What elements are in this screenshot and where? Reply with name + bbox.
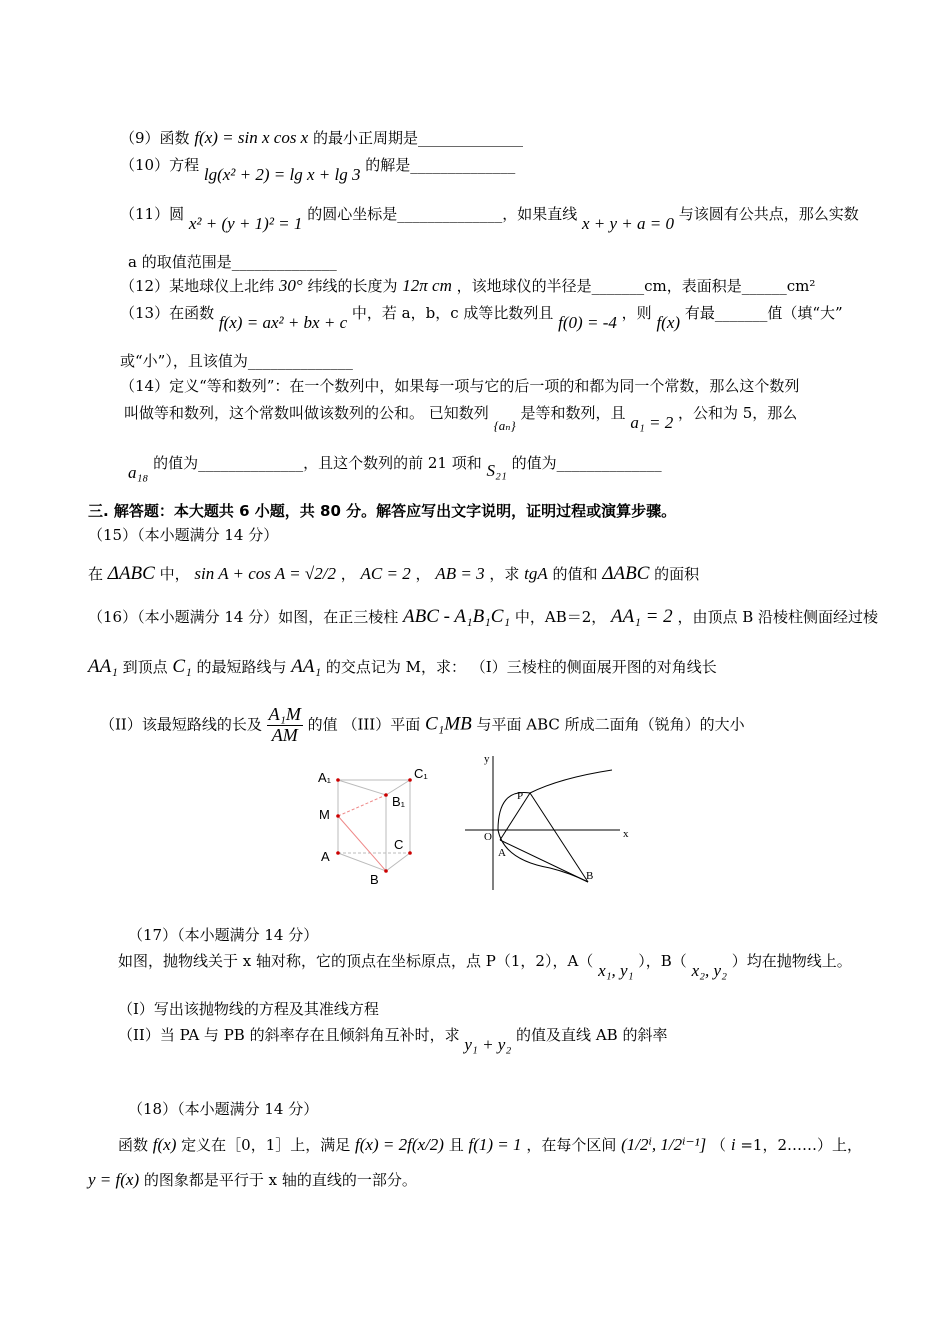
q11-circle-eq: x² + (y + 1)² = 1 bbox=[188, 214, 303, 233]
q13-func: f(x) = ax² + bx + c bbox=[218, 313, 348, 332]
q17-line1 bbox=[118, 951, 852, 980]
vertex-m bbox=[336, 814, 340, 818]
q17-head: （17）（本小题满分 14 分） bbox=[128, 926, 319, 944]
section-3-heading: 三. 解答题：本大题共 6 小题，共 80 分。解答应写出文字说明，证明过程或演算步骤。 bbox=[88, 502, 677, 520]
q11-line-eq: x + y + a = 0 bbox=[581, 214, 674, 233]
q13-text-mid2: ，则 bbox=[621, 304, 652, 322]
q16-fraction bbox=[267, 705, 303, 746]
q18-t6: =1，2……）上， bbox=[740, 1136, 863, 1154]
label-b: B bbox=[586, 870, 594, 882]
q18-functional-eq: f(x) = 2f(x/2) bbox=[355, 1135, 444, 1154]
q15-tga: tgA bbox=[524, 564, 548, 583]
q14-a18: a₁₈ bbox=[128, 463, 149, 482]
q18-head: （18）（本小题满分 14 分） bbox=[128, 1100, 319, 1118]
q15-ac: AC = 2 bbox=[360, 564, 411, 583]
q14-s21: S₂₁ bbox=[486, 461, 507, 480]
q18-t3: 且 bbox=[448, 1136, 464, 1154]
parabola-upper bbox=[498, 770, 612, 830]
q16-t5: 的交点记为 M，求： （I）三棱柱的侧面展开图的对角线长 bbox=[325, 658, 717, 676]
label-x: x bbox=[623, 828, 629, 840]
vertex-a bbox=[336, 851, 340, 855]
q14-line3 bbox=[128, 453, 662, 482]
q16-t7: 的值 （III）平面 bbox=[307, 715, 421, 734]
q16-aa1-b: AA₁ bbox=[88, 656, 118, 677]
q18-graph: y = f(x) bbox=[88, 1170, 140, 1189]
q9-text: （9）函数 bbox=[120, 129, 190, 147]
line-pa bbox=[500, 793, 530, 840]
q16-aa1: AA₁ = 2 bbox=[611, 606, 673, 627]
q10-math: lg(x² + 2) = lg x + lg 3 bbox=[203, 165, 361, 184]
vertex-c1 bbox=[408, 778, 412, 782]
q18-f1: f(1) = 1 bbox=[468, 1135, 522, 1154]
q16-plane: C₁MB bbox=[425, 713, 472, 735]
path-mb1 bbox=[338, 795, 386, 816]
q16-t8: 与平面 ABC 所成二面角（锐角）的大小 bbox=[476, 715, 745, 734]
q13-fx: f(x) bbox=[656, 313, 681, 332]
label-b1: B₁ bbox=[392, 794, 406, 809]
q18-line1 bbox=[118, 1135, 862, 1155]
edge-a1b1 bbox=[338, 780, 386, 795]
label-o: O bbox=[484, 831, 492, 843]
q18-t4: ，在每个区间 bbox=[526, 1136, 617, 1154]
q17-line2: （I）写出该抛物线的方程及其准线方程 bbox=[118, 1000, 379, 1018]
q16-t1: 中，AB＝2， bbox=[514, 608, 607, 626]
q14-text-d: 的值为______________，且这个数列的前 21 项和 bbox=[153, 454, 482, 472]
q11-text-post: 与该圆有公共点，那么实数 bbox=[678, 205, 859, 223]
q16-t4: 的最短路线与 bbox=[196, 658, 287, 676]
label-y: y bbox=[484, 753, 490, 765]
q12 bbox=[120, 276, 815, 296]
q10-text: （10）方程 bbox=[120, 156, 200, 174]
q18-t1: 函数 bbox=[118, 1136, 149, 1154]
q9-blank: 的最小正周期是______________ bbox=[313, 129, 524, 147]
q15-text: 在 bbox=[88, 565, 104, 583]
vertex-c bbox=[408, 851, 412, 855]
q16-t6: （II）该最短路线的长及 bbox=[100, 715, 262, 734]
q14-text-c: ，公和为 5，那么 bbox=[677, 404, 798, 422]
label-p: P bbox=[517, 790, 524, 802]
parabola-lower bbox=[498, 830, 588, 882]
q18-i: i bbox=[730, 1135, 736, 1154]
q15 bbox=[88, 563, 699, 586]
q15-t6: 的面积 bbox=[654, 565, 700, 583]
q9 bbox=[120, 128, 523, 148]
q15-t1: 中， bbox=[159, 565, 190, 583]
q17-t1: 如图，抛物线关于 x 轴对称，它的顶点在坐标原点，点 P（1，2），A（ bbox=[118, 952, 594, 970]
label-a1: A₁ bbox=[318, 770, 332, 785]
label-a: A bbox=[498, 847, 506, 859]
q15-eq: sin A + cos A = √2/2 bbox=[194, 564, 336, 583]
q13-text-post: 有最_______值（填“大” bbox=[684, 304, 843, 322]
path-mb bbox=[338, 816, 386, 871]
q15-t5: 的值和 bbox=[552, 565, 598, 583]
q14-a1: a₁ = 2 bbox=[630, 413, 674, 432]
q16-t2: ，由顶点 B 沿棱柱侧面经过棱 bbox=[677, 608, 879, 626]
q12-text-post: ，该地球仪的半径是_______cm，表面积是______cm² bbox=[456, 277, 816, 295]
q16-frac-num: A₁M bbox=[268, 704, 301, 724]
parabola-figure bbox=[460, 748, 640, 898]
label-c: C bbox=[394, 837, 404, 852]
q15-triangle: ΔABC bbox=[107, 563, 155, 584]
edge-c1b1 bbox=[386, 780, 410, 795]
q12-length: 12π cm bbox=[402, 276, 452, 295]
q11-text: （11）圆 bbox=[120, 205, 185, 223]
q13-text-mid: 中，若 a，b，c 成等比数列且 bbox=[351, 304, 554, 322]
q14-line1: （14）定义“等和数列”：在一个数列中，如果每一项与它的后一项的和都为同一个常数，那么这个数列 bbox=[120, 377, 800, 395]
vertex-b bbox=[384, 869, 388, 873]
q16-line2 bbox=[88, 656, 717, 679]
q13 bbox=[120, 303, 843, 332]
q17-sum: y₁ + y₂ bbox=[464, 1035, 512, 1054]
q15-t4: ，求 bbox=[489, 565, 520, 583]
q16-t3: 到顶点 bbox=[122, 658, 168, 676]
q12-angle: 30° bbox=[278, 276, 303, 295]
q12-text-mid: 纬线的长度为 bbox=[307, 277, 398, 295]
q18-interval: (1/2ⁱ, 1/2ⁱ⁻¹] bbox=[621, 1135, 707, 1154]
vertex-a1 bbox=[336, 778, 340, 782]
q13-line2: 或“小”），且该值为______________ bbox=[120, 352, 353, 370]
label-a: A bbox=[321, 849, 330, 864]
q15-head: （15）（本小题满分 14 分） bbox=[88, 526, 279, 544]
q16-c1: C₁ bbox=[172, 656, 192, 677]
q17-a-coords: x₁, y₁ bbox=[598, 961, 634, 980]
q14-text-e: 的值为______________ bbox=[511, 454, 662, 472]
q14-seq: {aₙ} bbox=[493, 418, 516, 433]
q10 bbox=[120, 155, 516, 184]
q14-line2 bbox=[124, 403, 798, 433]
q15-ab: AB = 3 bbox=[435, 564, 485, 583]
edge-bc bbox=[386, 853, 410, 871]
q18-line2 bbox=[88, 1170, 417, 1190]
q12-text: （12）某地球仪上北纬 bbox=[120, 277, 275, 295]
q15-triangle2: ΔABC bbox=[602, 563, 650, 584]
q13-text: （13）在函数 bbox=[120, 304, 215, 322]
vertex-b1 bbox=[384, 793, 388, 797]
q18-fx: f(x) bbox=[152, 1135, 177, 1154]
q17-t2: ），B（ bbox=[638, 952, 687, 970]
label-b: B bbox=[370, 872, 379, 887]
q14-text: 叫做等和数列，这个常数叫做该数列的公和。 已知数列 bbox=[124, 404, 489, 422]
q17-b-coords: x₂, y₂ bbox=[691, 961, 727, 980]
q14-text-b: 是等和数列，且 bbox=[520, 404, 626, 422]
q18-t7: 的图象都是平行于 x 轴的直线的一部分。 bbox=[143, 1171, 417, 1189]
q16-line3 bbox=[100, 705, 745, 746]
q17-t5: 的值及直线 AB 的斜率 bbox=[516, 1026, 668, 1044]
q11-line2: a 的取值范围是______________ bbox=[128, 253, 337, 271]
q16-text: （16）（本小题满分 14 分）如图，在正三棱柱 bbox=[88, 608, 399, 626]
q15-t2: ， bbox=[340, 565, 356, 583]
q11 bbox=[120, 204, 859, 233]
q18-t2: 定义在［0，1］上，满足 bbox=[181, 1136, 351, 1154]
q15-t3: ， bbox=[415, 565, 431, 583]
q11-text-mid: 的圆心坐标是______________，如果直线 bbox=[307, 205, 578, 223]
q17-t4: （II）当 PA 与 PB 的斜率存在且倾斜角互补时，求 bbox=[118, 1026, 460, 1044]
q17-line3 bbox=[118, 1025, 668, 1054]
prism-figure bbox=[310, 760, 440, 890]
q16-prism: ABC - A₁B₁C₁ bbox=[403, 606, 511, 627]
q13-cond: f(0) = -4 bbox=[558, 313, 617, 332]
label-c1: C₁ bbox=[414, 766, 428, 781]
label-m: M bbox=[319, 807, 330, 822]
q10-blank: 的解是______________ bbox=[365, 156, 516, 174]
q18-t5: （ bbox=[711, 1136, 727, 1154]
q17-t3: ）均在抛物线上。 bbox=[731, 952, 852, 970]
q16 bbox=[88, 606, 878, 629]
q16-aa1-c: AA₁ bbox=[291, 656, 322, 677]
q16-frac-den: AM bbox=[271, 724, 298, 745]
q9-math: f(x) = sin x cos x bbox=[194, 128, 309, 147]
